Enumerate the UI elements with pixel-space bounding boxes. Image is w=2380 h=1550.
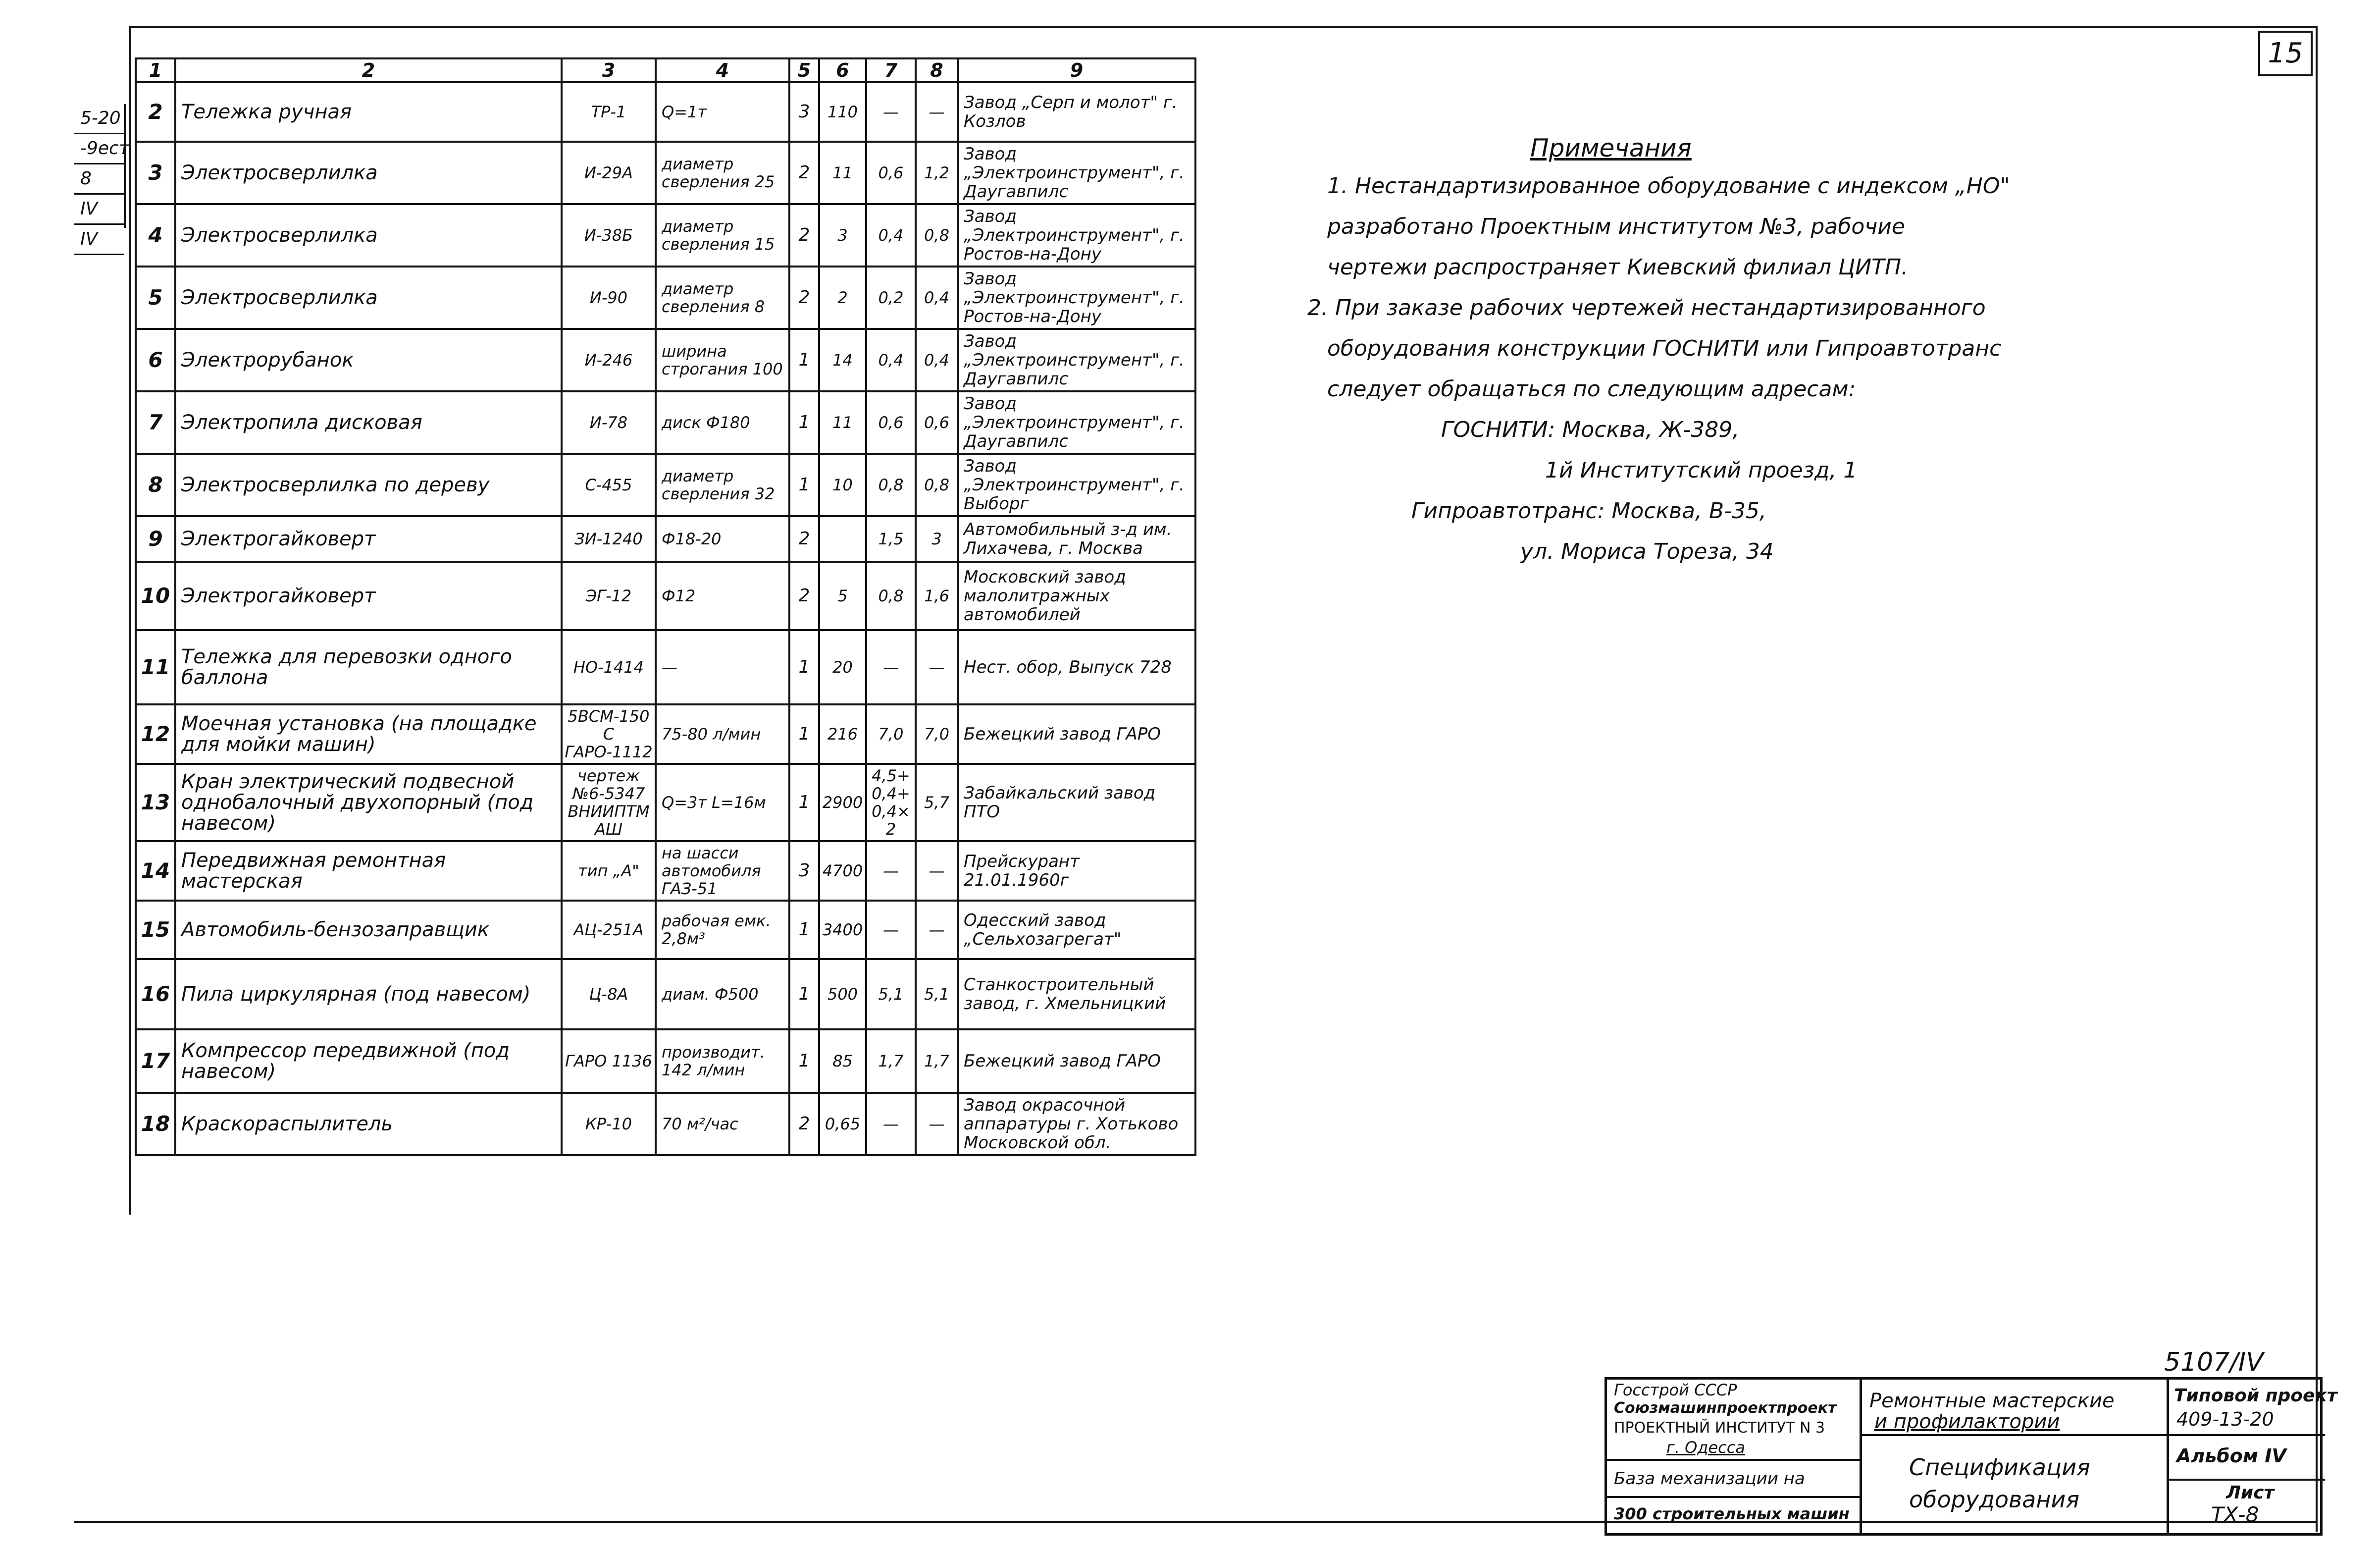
table-cell-mark: АЦ-251А [562, 901, 656, 959]
table-cell-c7: 5,1 [866, 959, 916, 1029]
table-cell-c8: 0,6 [916, 391, 958, 454]
table-cell-spec: 75-80 л/мин [656, 704, 789, 764]
table-cell-qty: 1 [789, 959, 819, 1029]
tb-sheet-title: Спецификация [1909, 1454, 2090, 1481]
table-cell-c8: — [916, 841, 958, 901]
tb-album-label: Альбом IV [2176, 1445, 2286, 1467]
column-header: 9 [958, 58, 1195, 82]
table-cell-name: Электропила дисковая [175, 391, 562, 454]
note-line: следует обращаться по следующим адресам: [1327, 376, 1856, 402]
table-cell-qty: 3 [789, 841, 819, 901]
table-row [136, 562, 1195, 630]
table-row [136, 764, 1195, 841]
table-cell-c8: — [916, 1093, 958, 1155]
table-cell-c6: 11 [819, 142, 866, 204]
note-line: оборудования конструкции ГОСНИТИ или Гипроавтотранс [1327, 336, 2002, 361]
tb-divider [2169, 1479, 2325, 1481]
table-cell-qty: 2 [789, 562, 819, 630]
table-cell-c7: 4,5+0,4+0,4×2 [866, 764, 916, 841]
edge-stamp-line: IV [74, 225, 124, 255]
table-cell-c6: 0,65 [819, 1093, 866, 1155]
tb-divider [1607, 1459, 1860, 1461]
table-cell-mark: И-29А [562, 142, 656, 204]
table-cell-qty: 2 [789, 204, 819, 267]
table-cell-name: Электросверлилка [175, 204, 562, 267]
table-cell-c8: 0,4 [916, 267, 958, 329]
tb-divider [1607, 1496, 1860, 1498]
note-line: разработано Проектным институтом №3, рабочие [1327, 214, 1905, 239]
table-cell-c6: 14 [819, 329, 866, 391]
table-cell-mfr: Завод „Серп и молот" г. Козлов [958, 82, 1195, 142]
title-block [1604, 1377, 2337, 1536]
table-cell-c7: 0,2 [866, 267, 916, 329]
table-cell-n: 6 [136, 329, 175, 391]
note-line: 1й Институтский проезд, 1 [1545, 458, 1858, 483]
table-cell-c7: — [866, 901, 916, 959]
table-cell-c7: — [866, 841, 916, 901]
table-cell-spec: 70 м²/час [656, 1093, 789, 1155]
tb-base-line: 300 строительных машин [1614, 1504, 1850, 1523]
table-row [136, 841, 1195, 901]
table-cell-mfr: Забайкальский завод ПТО [958, 764, 1195, 841]
table-row [136, 516, 1195, 562]
table-cell-name: Тележка ручная [175, 82, 562, 142]
table-cell-c6: 5 [819, 562, 866, 630]
table-cell-mark: ГАРО 1136 [562, 1029, 656, 1093]
table-cell-qty: 2 [789, 516, 819, 562]
table-cell-name: Электросверлилка [175, 267, 562, 329]
table-cell-n: 14 [136, 841, 175, 901]
column-header: 3 [562, 58, 656, 82]
table-row [136, 1029, 1195, 1093]
table-cell-qty: 1 [789, 391, 819, 454]
tb-sheet-label: Лист [2226, 1483, 2275, 1503]
tb-base-line: База механизации на [1614, 1469, 1805, 1489]
table-cell-name: Пила циркулярная (под навесом) [175, 959, 562, 1029]
table-row [136, 454, 1195, 516]
frame-right-line [2316, 26, 2318, 1532]
table-cell-c7: 0,6 [866, 142, 916, 204]
table-cell-c7: 1,7 [866, 1029, 916, 1093]
table-cell-spec: Q=1т [656, 82, 789, 142]
table-cell-spec: диам. Ф500 [656, 959, 789, 1029]
table-cell-mark: КР-10 [562, 1093, 656, 1155]
table-cell-mfr: Завод „Электроинструмент", г. Даугавпилс [958, 329, 1195, 391]
edge-stamp-line: 5-20 [74, 104, 124, 134]
tb-typical-project-label: Типовой проект [2174, 1386, 2337, 1406]
table-cell-c6: 85 [819, 1029, 866, 1093]
table-cell-name: Электросверлилка по дереву [175, 454, 562, 516]
table-row [136, 901, 1195, 959]
table-cell-mfr: Завод „Электроинструмент", г. Выборг [958, 454, 1195, 516]
table-cell-c8: 3 [916, 516, 958, 562]
table-cell-mark: чертеж №6-5347 ВНИИПТМАШ [562, 764, 656, 841]
table-row [136, 959, 1195, 1029]
table-cell-n: 15 [136, 901, 175, 959]
table-cell-c7: 0,4 [866, 329, 916, 391]
table-cell-mfr: Завод „Электроинструмент", г. Даугавпилс [958, 142, 1195, 204]
table-cell-n: 2 [136, 82, 175, 142]
tb-sheet-code: ТХ-8 [2211, 1502, 2259, 1527]
table-cell-name: Передвижная ремонтная мастерская [175, 841, 562, 901]
table-cell-mark: ЗИ-1240 [562, 516, 656, 562]
table-row [136, 704, 1195, 764]
table-cell-name: Электрогайковерт [175, 562, 562, 630]
table-cell-mfr: Станкостроительный завод, г. Хмельницкий [958, 959, 1195, 1029]
table-cell-mfr: Завод „Электроинструмент", г. Ростов-на-Дону [958, 204, 1195, 267]
album-stamp: 5107/IV [2164, 1347, 2264, 1377]
table-cell-spec: производит. 142 л/мин [656, 1029, 789, 1093]
table-cell-mark: И-78 [562, 391, 656, 454]
table-cell-c7: 0,4 [866, 204, 916, 267]
tb-org-line: Госстрой СССР [1614, 1381, 1737, 1399]
table-cell-mfr: Московский завод малолитражных автомобилей [958, 562, 1195, 630]
table-cell-spec: диаметр сверления 15 [656, 204, 789, 267]
table-cell-qty: 1 [789, 454, 819, 516]
note-line: чертежи распространяет Киевский филиал ЦИТП. [1327, 255, 1909, 280]
column-header: 1 [136, 58, 175, 82]
table-cell-c6: 4700 [819, 841, 866, 901]
table-cell-c8: 0,8 [916, 204, 958, 267]
table-cell-spec: рабочая емк. 2,8м³ [656, 901, 789, 959]
sheet-number: 15 [2258, 31, 2313, 76]
table-cell-spec: на шасси автомобиля ГАЗ-51 [656, 841, 789, 901]
table-cell-c8: 1,7 [916, 1029, 958, 1093]
table-cell-name: Кран электрический подвесной однобалочный двухопорный (под навесом) [175, 764, 562, 841]
equipment-spec-table [135, 57, 1196, 1156]
table-cell-qty: 2 [789, 1093, 819, 1155]
table-cell-mark: Ц-8А [562, 959, 656, 1029]
tb-org-line: ПРОЕКТНЫЙ ИНСТИТУТ N 3 [1614, 1419, 1825, 1437]
tb-org-line: г. Одесса [1666, 1438, 1745, 1457]
table-cell-c8: 0,4 [916, 329, 958, 391]
tb-divider [1862, 1434, 2167, 1436]
table-cell-n: 17 [136, 1029, 175, 1093]
table-cell-n: 3 [136, 142, 175, 204]
edge-stamp [74, 104, 129, 249]
table-cell-c8: 7,0 [916, 704, 958, 764]
table-cell-spec: Ф18-20 [656, 516, 789, 562]
table-row [136, 391, 1195, 454]
table-cell-c7: 0,8 [866, 454, 916, 516]
tb-org-line: Союзмашинпроектпроект [1614, 1399, 1837, 1417]
table-row [136, 204, 1195, 267]
table-cell-c6: 500 [819, 959, 866, 1029]
table-cell-mfr: Прейскурант 21.01.1960г [958, 841, 1195, 901]
table-cell-mark: ЭГ-12 [562, 562, 656, 630]
table-cell-c7: 7,0 [866, 704, 916, 764]
table-cell-qty: 1 [789, 764, 819, 841]
table-cell-c6: 3400 [819, 901, 866, 959]
tb-typical-project-number: 409-13-20 [2176, 1408, 2274, 1430]
table-row [136, 630, 1195, 704]
table-cell-name: Тележка для перевозки одного баллона [175, 630, 562, 704]
note-line: ГОСНИТИ: Москва, Ж-389, [1441, 417, 1740, 442]
table-cell-c6: 110 [819, 82, 866, 142]
tb-project-title: Ремонтные мастерские [1869, 1390, 2115, 1412]
edge-stamp-line: 8 [74, 164, 124, 195]
column-header: 5 [789, 58, 819, 82]
table-row [136, 329, 1195, 391]
table-cell-mfr: Завод окрасочной аппаратуры г. Хотьково Московской обл. [958, 1093, 1195, 1155]
column-header: 8 [916, 58, 958, 82]
table-cell-spec: Ф12 [656, 562, 789, 630]
table-cell-c7: 1,5 [866, 516, 916, 562]
column-header: 4 [656, 58, 789, 82]
table-cell-n: 13 [136, 764, 175, 841]
table-cell-mark: ТР-1 [562, 82, 656, 142]
table-cell-n: 18 [136, 1093, 175, 1155]
table-cell-name: Автомобиль-бензозаправщик [175, 901, 562, 959]
table-cell-spec: — [656, 630, 789, 704]
table-cell-mark: И-246 [562, 329, 656, 391]
table-cell-qty: 1 [789, 1029, 819, 1093]
note-line: ул. Мориса Тореза, 34 [1520, 539, 1774, 564]
table-row [136, 82, 1195, 142]
table-cell-mark: 5ВСМ-150С ГАРО-1112 [562, 704, 656, 764]
table-header-row [136, 58, 1195, 82]
table-cell-qty: 1 [789, 329, 819, 391]
edge-stamp-line: IV [74, 195, 124, 225]
table-cell-spec: диаметр сверления 25 [656, 142, 789, 204]
table-cell-qty: 3 [789, 82, 819, 142]
table-row [136, 267, 1195, 329]
table-cell-mfr: Бежецкий завод ГАРО [958, 1029, 1195, 1093]
table-cell-c7: — [866, 630, 916, 704]
table-cell-spec: диаметр сверления 32 [656, 454, 789, 516]
table-cell-mark: И-90 [562, 267, 656, 329]
table-cell-n: 9 [136, 516, 175, 562]
table-cell-c8: — [916, 82, 958, 142]
table-cell-c6: 11 [819, 391, 866, 454]
notes-title: Примечания [1530, 134, 1692, 162]
note-line: 2. При заказе рабочих чертежей нестандартизированного [1307, 295, 1986, 321]
table-cell-qty: 2 [789, 267, 819, 329]
note-line: 1. Нестандартизированное оборудование с индексом „НО" [1327, 173, 2010, 199]
table-cell-qty: 1 [789, 901, 819, 959]
table-cell-name: Электросверлилка [175, 142, 562, 204]
frame-left-line [129, 26, 131, 1215]
table-cell-mfr: Автомобильный з-д им. Лихачева, г. Москва [958, 516, 1195, 562]
table-cell-qty: 2 [789, 142, 819, 204]
table-cell-c6: 2900 [819, 764, 866, 841]
table-cell-n: 5 [136, 267, 175, 329]
note-line: Гипроавтотранс: Москва, В-35, [1411, 498, 1767, 524]
table-cell-c8: 1,6 [916, 562, 958, 630]
table-cell-mark: С-455 [562, 454, 656, 516]
column-header: 7 [866, 58, 916, 82]
table-row [136, 142, 1195, 204]
tb-sheet-title: оборудования [1909, 1486, 2079, 1513]
table-cell-n: 12 [136, 704, 175, 764]
table-cell-name: Электрорубанок [175, 329, 562, 391]
tb-divider [2169, 1434, 2325, 1436]
edge-stamp-line: -9ест [74, 134, 124, 164]
column-header: 6 [819, 58, 866, 82]
table-cell-mfr: Завод „Электроинструмент", г. Даугавпилс [958, 391, 1195, 454]
table-cell-n: 8 [136, 454, 175, 516]
table-cell-c7: 0,8 [866, 562, 916, 630]
table-cell-c7: 0,6 [866, 391, 916, 454]
table-cell-c7: — [866, 1093, 916, 1155]
table-cell-mfr: Одесский завод „Сельхозагрегат" [958, 901, 1195, 959]
table-cell-c6: 20 [819, 630, 866, 704]
table-cell-mark: И-38Б [562, 204, 656, 267]
table-cell-name: Краскораспылитель [175, 1093, 562, 1155]
tb-project-title: и профилактории [1874, 1410, 2060, 1433]
table-cell-c7: — [866, 82, 916, 142]
table-cell-c6: 10 [819, 454, 866, 516]
table-cell-name: Моечная установка (на площадке для мойки машин) [175, 704, 562, 764]
table-cell-spec: диаметр сверления 8 [656, 267, 789, 329]
frame-top-line [129, 26, 2318, 28]
table-cell-c8: 5,7 [916, 764, 958, 841]
table-cell-c8: 1,2 [916, 142, 958, 204]
table-cell-c6: 3 [819, 204, 866, 267]
tb-divider [2167, 1380, 2169, 1533]
table-cell-mfr: Завод „Электроинструмент", г. Ростов-на-Дону [958, 267, 1195, 329]
table-cell-c6 [819, 516, 866, 562]
table-cell-n: 7 [136, 391, 175, 454]
table-cell-c8: — [916, 901, 958, 959]
table-cell-n: 4 [136, 204, 175, 267]
tb-divider [1860, 1380, 1862, 1533]
table-cell-mark: НО-1414 [562, 630, 656, 704]
table-cell-mfr: Нест. обор, Выпуск 728 [958, 630, 1195, 704]
table-cell-name: Электрогайковерт [175, 516, 562, 562]
table-cell-mark: тип „А" [562, 841, 656, 901]
table-cell-c8: 0,8 [916, 454, 958, 516]
table-row [136, 1093, 1195, 1155]
table-cell-qty: 1 [789, 704, 819, 764]
table-cell-c8: 5,1 [916, 959, 958, 1029]
table-cell-spec: ширина строгания 100 [656, 329, 789, 391]
table-cell-n: 16 [136, 959, 175, 1029]
table-cell-n: 11 [136, 630, 175, 704]
table-cell-spec: Q=3т L=16м [656, 764, 789, 841]
table-cell-mfr: Бежецкий завод ГАРО [958, 704, 1195, 764]
column-header: 2 [175, 58, 562, 82]
table-cell-spec: диск Ф180 [656, 391, 789, 454]
table-cell-name: Компрессор передвижной (под навесом) [175, 1029, 562, 1093]
table-cell-c6: 216 [819, 704, 866, 764]
table-cell-c8: — [916, 630, 958, 704]
table-cell-n: 10 [136, 562, 175, 630]
table-cell-qty: 1 [789, 630, 819, 704]
table-cell-c6: 2 [819, 267, 866, 329]
